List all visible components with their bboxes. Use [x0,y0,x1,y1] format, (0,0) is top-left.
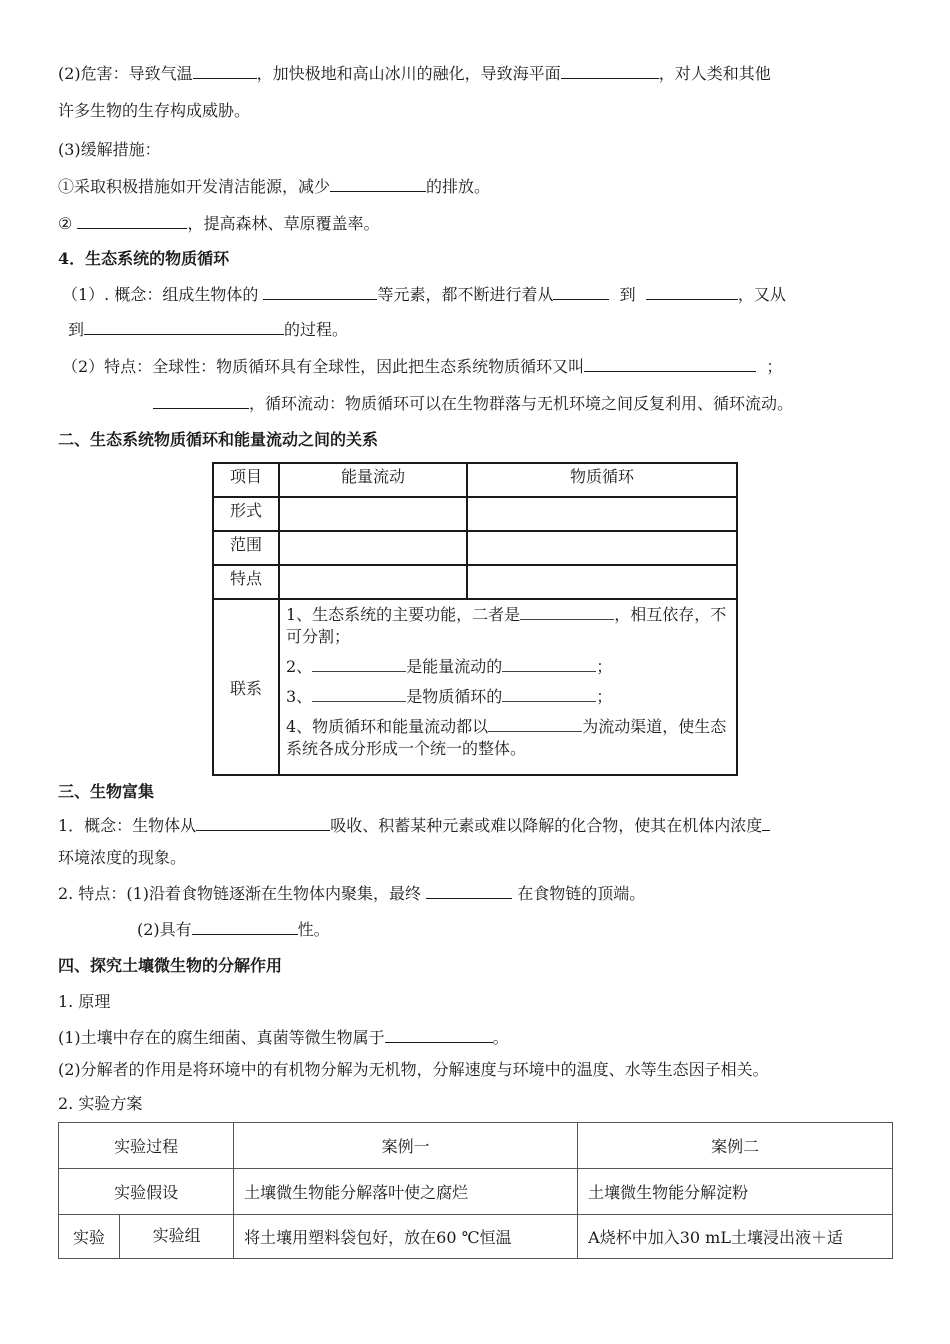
table-row [59,1215,893,1259]
link2-prefix: 2、 [286,657,313,676]
cell-matter-scope[interactable] [467,531,737,565]
row-label-form: 形式 [213,497,279,531]
enrich-concept-2: 环境浓度的现象。 [58,848,187,867]
link-item-1 [286,604,730,648]
harm-line [58,62,771,84]
enrich-concept-suffix: 吸收、积蓄某种元素或难以降解的化合物，使其在机体内浓度 [330,816,763,835]
blank-elements[interactable] [263,283,377,300]
cell-matter-form[interactable] [467,497,737,531]
table-row [213,565,737,599]
blank-from[interactable] [553,283,609,300]
header-item: 项目 [213,463,279,497]
case2-hypothesis: 土壤微生物能分解淀粉 [578,1169,893,1215]
blank-temperature[interactable] [193,62,257,79]
link1-prefix: 1、生态系统的主要功能，二者是 [286,605,521,624]
blank-enrich-top[interactable] [426,882,512,899]
blank-cycle-type[interactable] [153,392,249,409]
principle-title: 1. 原理 [58,992,111,1011]
relation-table [212,462,738,776]
harm-line-2: 许多生物的生存构成威胁。 [58,101,251,120]
cell-energy-scope[interactable] [279,531,467,565]
blank-to[interactable] [646,283,738,300]
blank-sea-level[interactable] [561,62,659,79]
enrich-concept [58,814,770,836]
case1-hypothesis: 土壤微生物能分解落叶使之腐烂 [234,1169,578,1215]
feature2-suffix: ，循环流动：物质循环可以在生物群落与无机环境之间反复利用、循环流动。 [249,394,794,413]
principle-1 [58,1026,509,1048]
header-case2: 案例二 [578,1123,893,1169]
blank-back-to[interactable] [84,318,284,335]
label-experiment-group: 实验组 [120,1215,234,1259]
cycle-concept [62,283,786,305]
experiment-table [58,1122,893,1259]
measure2-suffix: ，提高森林、草原覆盖率。 [187,214,380,233]
case1-experiment: 将土壤用塑料袋包好，放在60 ℃恒温 [234,1215,578,1259]
table-header-row [213,463,737,497]
section-three-title: 三、生物富集 [58,782,155,801]
row-label-feature: 特点 [213,565,279,599]
blank-link2b[interactable] [502,656,596,672]
measure1-suffix: 的排放。 [426,177,491,196]
table-row [213,497,737,531]
header-matter: 物质循环 [467,463,737,497]
link-cell [279,599,737,775]
enrich-feature-1 [58,882,645,904]
link2-suffix: ； [596,657,613,676]
cell-energy-form[interactable] [279,497,467,531]
blank-cycle-alias[interactable] [584,355,756,372]
table-row-link [213,599,737,775]
label-experiment: 实验 [59,1215,120,1259]
concept-suffix: ，又从 [737,285,786,304]
link3-prefix: 3、 [286,687,313,706]
link-item-2 [286,656,730,678]
row-label-scope: 范围 [213,531,279,565]
link4-suffix: 为流动渠道，使生态系统各成分形成一个统一的整体。 [286,717,727,758]
enrich-feature2-prefix: (2)具有 [137,920,192,939]
blank-link3b[interactable] [502,686,596,702]
table-row [59,1169,893,1215]
feature-prefix: （2）特点：全球性：物质循环具有全球性，因此把生态系统物质循环又叫 [62,357,585,376]
cell-energy-feature[interactable] [279,565,467,599]
measure1-prefix: ①采取积极措施如开发清洁能源，减少 [58,177,331,196]
concept-mid2: 到 [619,285,636,304]
header-energy: 能量流动 [279,463,467,497]
principle1-suffix: 。 [492,1028,509,1047]
concept2-prefix: 到 [68,320,85,339]
header-case1: 案例一 [234,1123,578,1169]
measure-2 [58,212,379,234]
enrich-feature1-prefix: 2. 特点：(1)沿着食物链逐渐在生物体内聚集，最终 [58,884,422,903]
enrich-feature1-suffix: 在食物链的顶端。 [517,884,646,903]
harm-prefix: (2)危害：导致气温 [58,64,193,83]
blank-link4[interactable] [488,716,582,732]
harm-mid: ，加快极地和高山冰川的融化，导致海平面 [256,64,561,83]
concept-prefix: （1）. 概念：组成生物体的 [62,285,259,304]
plan-title: 2. 实验方案 [58,1094,143,1113]
blank-enrich-compare[interactable] [762,814,770,831]
table-header-row [59,1123,893,1169]
blank-link2a[interactable] [312,656,406,672]
principle1-prefix: (1)土壤中存在的腐生细菌、真菌等微生物属于 [58,1028,385,1047]
label-hypothesis: 实验假设 [59,1169,234,1215]
cycle-feature-2 [153,392,793,414]
cell-matter-feature[interactable] [467,565,737,599]
measure2-prefix: ② [58,214,73,233]
blank-emission[interactable] [330,175,426,192]
link1-suffix: ，相互依存，不可分割； [286,605,727,646]
principle-2: (2)分解者的作用是将环境中的有机物分解为无机物，分解速度与环境中的温度、水等生态因子相关。 [58,1060,769,1079]
header-process: 实验过程 [59,1123,234,1169]
section-two-title: 二、生态系统物质循环和能量流动之间的关系 [58,430,379,449]
table-row [213,531,737,565]
link4-prefix: 4、物质循环和能量流动都以 [286,717,489,736]
blank-enrich-property[interactable] [192,918,298,935]
link2-mid: 是能量流动的 [406,657,503,676]
cycle-title: 4．生态系统的物质循环 [58,249,230,268]
blank-enrich-source[interactable] [196,814,330,831]
enrich-concept-prefix: 1．概念：生物体从 [58,816,197,835]
blank-decomposer[interactable] [385,1026,493,1043]
link-item-3 [286,686,730,708]
link3-suffix: ； [596,687,613,706]
case2-experiment: A烧杯中加入30 mL土壤浸出液＋适 [578,1215,893,1259]
row-label-link: 联系 [213,599,279,775]
blank-measure2[interactable] [77,212,187,229]
enrich-feature-2 [137,918,330,940]
cycle-feature [62,355,782,377]
measure-1 [58,175,490,197]
section-four-title: 四、探究土壤微生物的分解作用 [58,956,283,975]
blank-link3a[interactable] [312,686,406,702]
enrich-feature2-suffix: 性。 [297,920,330,939]
blank-link1[interactable] [520,604,614,620]
link3-mid: 是物质循环的 [406,687,503,706]
link-item-4 [286,716,730,760]
measures-title: (3)缓解措施： [58,140,161,159]
concept-mid1: 等元素，都不断进行着从 [377,285,554,304]
concept2-suffix: 的过程。 [284,320,349,339]
cycle-concept-2 [68,318,348,340]
feature-suffix: ； [766,357,783,376]
harm-suffix: ，对人类和其他 [658,64,771,83]
